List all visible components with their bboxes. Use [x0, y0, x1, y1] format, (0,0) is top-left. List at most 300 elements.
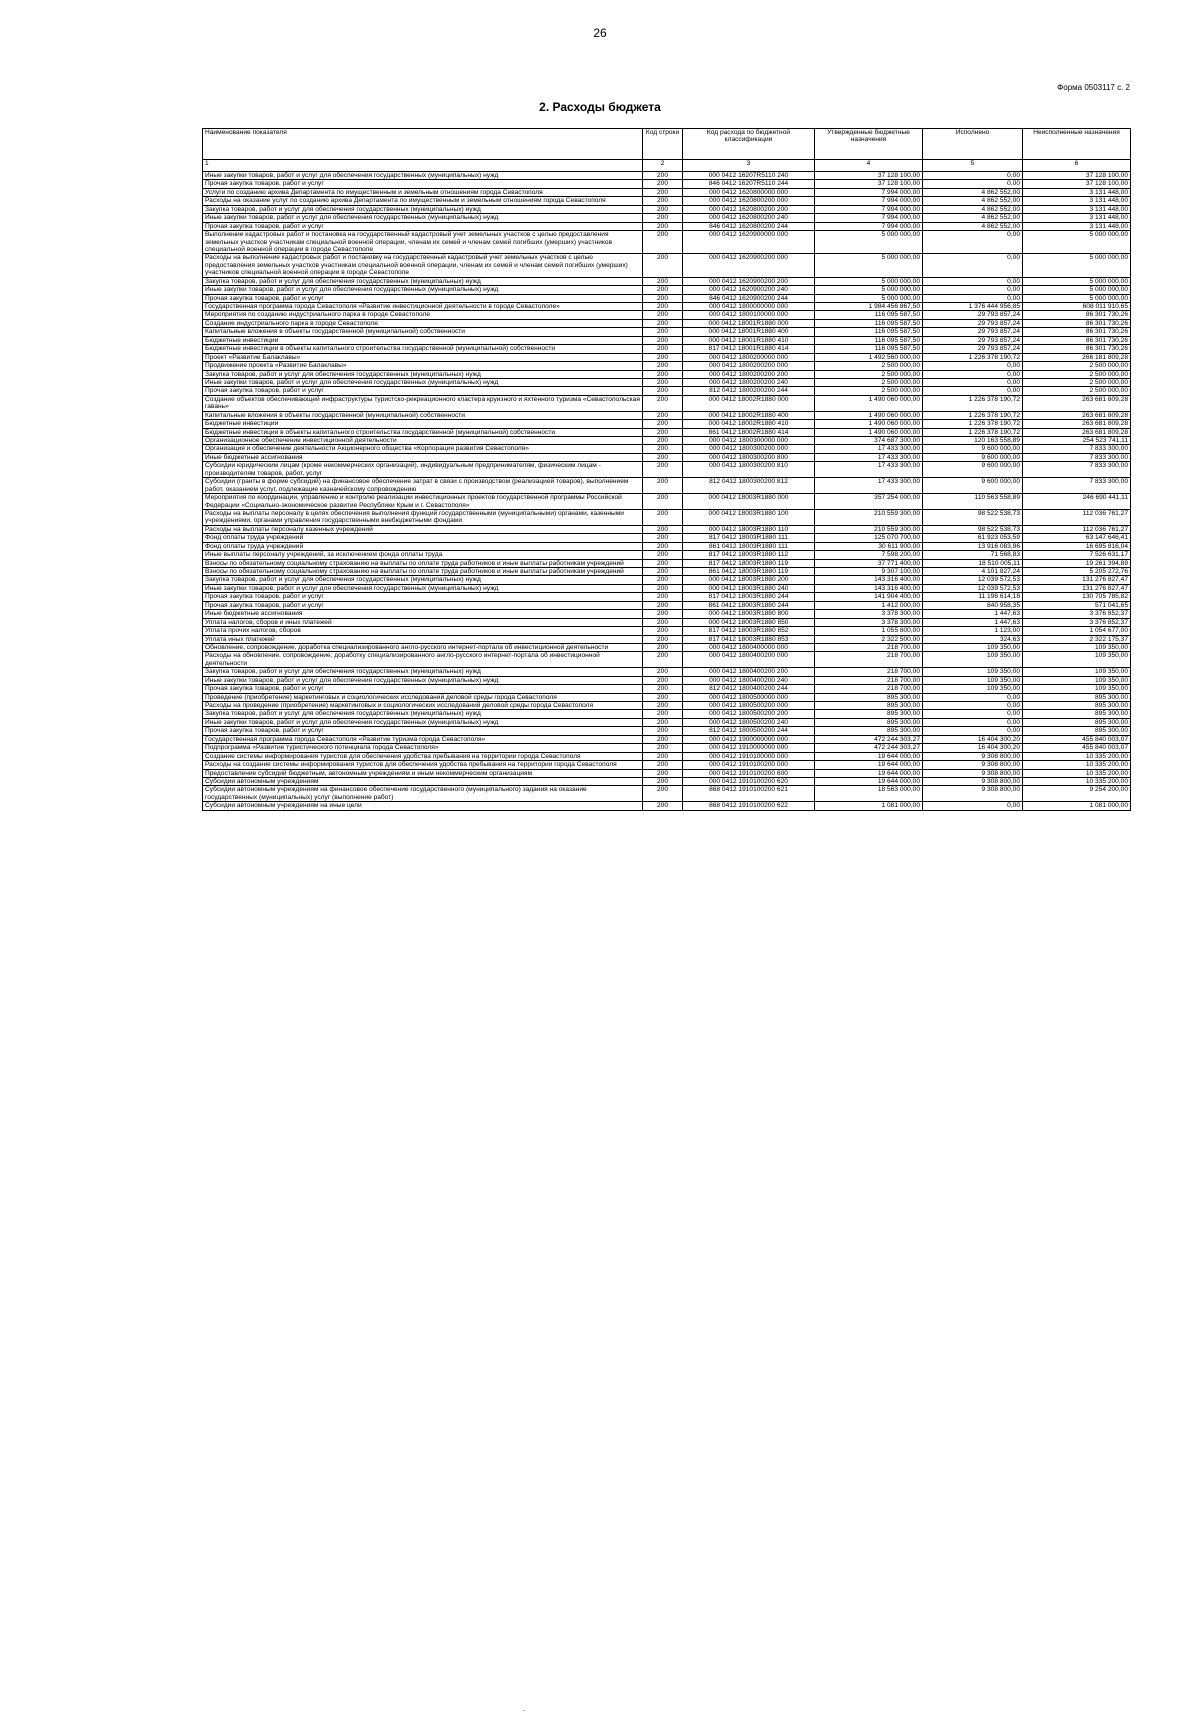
row-executed: 109 350,00: [923, 652, 1023, 668]
row-unexecuted: 19 261 394,89: [1023, 559, 1131, 567]
row-name: Уплата прочих налогов, сборов: [203, 627, 643, 635]
table-row: [203, 584, 1131, 592]
row-classification-code: 000 0412 1800300200 000: [683, 445, 815, 453]
row-approved: 7 994 000,00: [815, 205, 923, 213]
table-row: [203, 336, 1131, 344]
column-number: 6: [1023, 160, 1131, 172]
row-approved: 895 300,00: [815, 702, 923, 710]
row-name: Закупка товаров, работ и услуг для обеспечения государственных (муниципальных) нужд: [203, 277, 643, 285]
table-row: [203, 627, 1131, 635]
row-line-code: 200: [643, 420, 683, 428]
row-approved: 895 300,00: [815, 727, 923, 735]
row-executed: 9 308 800,00: [923, 786, 1023, 802]
row-unexecuted: 455 840 003,07: [1023, 735, 1131, 743]
row-executed: 1 376 444 956,85: [923, 303, 1023, 311]
table-row: [203, 222, 1131, 230]
row-line-code: 200: [643, 610, 683, 618]
row-classification-code: 861 0412 18003R1880 119: [683, 568, 815, 576]
row-executed: 4 862 552,00: [923, 197, 1023, 205]
row-classification-code: 000 0412 1620800200 240: [683, 214, 815, 222]
row-executed: 29 793 857,24: [923, 336, 1023, 344]
row-executed: 29 793 857,24: [923, 319, 1023, 327]
row-executed: 0,00: [923, 802, 1023, 810]
row-classification-code: 000 0412 1800200000 000: [683, 353, 815, 361]
row-unexecuted: 5 000 000,00: [1023, 286, 1131, 294]
row-classification-code: 000 0412 1800500200 000: [683, 702, 815, 710]
row-line-code: 200: [643, 428, 683, 436]
header-name: Наименование показателя: [203, 129, 643, 160]
row-name: Мероприятия по созданию индустриального парка в городе Севастополе: [203, 311, 643, 319]
row-executed: 324,63: [923, 635, 1023, 643]
row-name: Уплата налогов, сборов и иных платежей: [203, 618, 643, 626]
row-name: Субсидии автономным учреждениям: [203, 777, 643, 785]
table-row: [203, 735, 1131, 743]
row-executed: 12 039 572,53: [923, 576, 1023, 584]
row-classification-code: 000 0412 1620900000 000: [683, 231, 815, 254]
row-unexecuted: 608 011 910,65: [1023, 303, 1131, 311]
table-row: [203, 197, 1131, 205]
row-classification-code: 000 0412 18002R1880 400: [683, 411, 815, 419]
row-executed: 4 862 552,00: [923, 205, 1023, 213]
row-classification-code: 817 0412 18003R1880 853: [683, 635, 815, 643]
row-executed: 4 862 552,00: [923, 188, 1023, 196]
row-executed: 0,00: [923, 294, 1023, 302]
header-unexecuted: Неисполненные назначения: [1023, 129, 1131, 160]
row-line-code: 200: [643, 395, 683, 411]
row-unexecuted: 10 335 200,00: [1023, 752, 1131, 760]
row-executed: 16 404 300,20: [923, 735, 1023, 743]
row-executed: 16 404 300,20: [923, 744, 1023, 752]
row-unexecuted: 16 695 816,04: [1023, 542, 1131, 550]
row-unexecuted: 571 041,65: [1023, 601, 1131, 609]
table-row: [203, 618, 1131, 626]
row-executed: 1 226 378 190,72: [923, 411, 1023, 419]
row-line-code: 200: [643, 593, 683, 601]
row-unexecuted: 10 335 200,00: [1023, 761, 1131, 769]
row-approved: 17 433 300,00: [815, 445, 923, 453]
table-row: [203, 353, 1131, 361]
row-unexecuted: 86 301 730,26: [1023, 328, 1131, 336]
row-approved: 17 433 300,00: [815, 462, 923, 478]
row-unexecuted: 3 131 448,00: [1023, 222, 1131, 230]
table-row: [203, 635, 1131, 643]
row-approved: 895 300,00: [815, 718, 923, 726]
row-name: Иные закупки товаров, работ и услуг для обеспечения государственных (муниципальных) нужд: [203, 286, 643, 294]
row-unexecuted: 10 335 200,00: [1023, 777, 1131, 785]
row-line-code: 200: [643, 744, 683, 752]
row-name: Прочая закупка товаров, работ и услуг: [203, 294, 643, 302]
table-row: [203, 559, 1131, 567]
row-executed: 11 198 614,18: [923, 593, 1023, 601]
form-code: Форма 0503117 с. 2: [1057, 83, 1130, 92]
row-unexecuted: 3 376 852,37: [1023, 610, 1131, 618]
row-unexecuted: 263 681 809,28: [1023, 395, 1131, 411]
row-line-code: 200: [643, 559, 683, 567]
table-row: [203, 752, 1131, 760]
row-line-code: 200: [643, 525, 683, 533]
row-line-code: 200: [643, 462, 683, 478]
row-approved: 19 644 000,00: [815, 761, 923, 769]
row-executed: 1 447,63: [923, 618, 1023, 626]
row-executed: 0,00: [923, 710, 1023, 718]
row-unexecuted: 254 523 741,11: [1023, 437, 1131, 445]
table-row: [203, 786, 1131, 802]
row-approved: 1 055 800,00: [815, 627, 923, 635]
row-classification-code: 817 0412 18003R1880 111: [683, 534, 815, 542]
table-row: [203, 744, 1131, 752]
column-number: 2: [643, 160, 683, 172]
row-unexecuted: 109 350,00: [1023, 652, 1131, 668]
row-classification-code: 000 0412 18001R1880 000: [683, 319, 815, 327]
row-classification-code: 000 0412 18002R1880 000: [683, 395, 815, 411]
row-line-code: 200: [643, 478, 683, 494]
table-row: [203, 328, 1131, 336]
row-name: Закупка товаров, работ и услуг для обеспечения государственных (муниципальных) нужд: [203, 205, 643, 213]
row-classification-code: 817 0412 18003R1880 244: [683, 593, 815, 601]
page-number: 26: [593, 26, 607, 40]
row-classification-code: 000 0412 1800500200 240: [683, 718, 815, 726]
row-executed: 1 123,00: [923, 627, 1023, 635]
row-name: Иные выплаты персоналу учреждений, за исключением фонда оплаты труда: [203, 551, 643, 559]
row-approved: 143 316 400,00: [815, 584, 923, 592]
table-row: [203, 428, 1131, 436]
row-classification-code: 000 0412 16207R5110 240: [683, 172, 815, 180]
row-approved: 7 994 000,00: [815, 222, 923, 230]
row-unexecuted: 3 376 852,37: [1023, 618, 1131, 626]
row-classification-code: 000 0412 1910000000 000: [683, 744, 815, 752]
row-classification-code: 000 0412 18003R1880 240: [683, 584, 815, 592]
row-line-code: 200: [643, 294, 683, 302]
row-executed: 29 793 857,24: [923, 345, 1023, 353]
row-classification-code: 000 0412 1620800200 000: [683, 197, 815, 205]
row-unexecuted: 7 833 300,00: [1023, 462, 1131, 478]
row-executed: 9 308 800,00: [923, 752, 1023, 760]
row-executed: 0,00: [923, 231, 1023, 254]
row-approved: 472 244 303,27: [815, 735, 923, 743]
row-unexecuted: 5 205 272,76: [1023, 568, 1131, 576]
row-name: Прочая закупка товаров, работ и услуг: [203, 601, 643, 609]
row-name: Уплата иных платежей: [203, 635, 643, 643]
row-line-code: 200: [643, 652, 683, 668]
row-classification-code: 000 0412 18002R1880 410: [683, 420, 815, 428]
row-unexecuted: 895 300,00: [1023, 693, 1131, 701]
row-approved: 9 307 100,00: [815, 568, 923, 576]
row-unexecuted: 2 500 000,00: [1023, 362, 1131, 370]
row-name: Иные закупки товаров, работ и услуг для обеспечения государственных (муниципальных) нужд: [203, 172, 643, 180]
table-row: [203, 525, 1131, 533]
row-line-code: 200: [643, 411, 683, 419]
row-approved: 2 500 000,00: [815, 387, 923, 395]
row-line-code: 200: [643, 214, 683, 222]
row-executed: 1 226 378 190,72: [923, 395, 1023, 411]
row-name: Обновление, сопровождение, доработка специализированного англо-русского интернет-портала об инвестиционной деятельности: [203, 643, 643, 651]
row-approved: 143 316 400,00: [815, 576, 923, 584]
table-row: [203, 172, 1131, 180]
row-classification-code: 846 0412 1620900200 244: [683, 294, 815, 302]
table-row: [203, 718, 1131, 726]
row-unexecuted: 5 000 000,00: [1023, 277, 1131, 285]
row-line-code: 200: [643, 328, 683, 336]
row-line-code: 200: [643, 710, 683, 718]
row-classification-code: 868 0412 1910100200 622: [683, 802, 815, 810]
row-approved: 116 095 587,50: [815, 319, 923, 327]
row-unexecuted: 37 128 100,00: [1023, 172, 1131, 180]
table-row: [203, 462, 1131, 478]
row-classification-code: 812 0412 1800300200 812: [683, 478, 815, 494]
row-approved: 1 490 060 000,00: [815, 411, 923, 419]
table-row: [203, 542, 1131, 550]
table-row: [203, 777, 1131, 785]
scan-mark: .: [523, 1704, 526, 1713]
row-unexecuted: 86 301 730,26: [1023, 336, 1131, 344]
row-classification-code: 000 0412 18003R1880 850: [683, 618, 815, 626]
row-executed: 0,00: [923, 718, 1023, 726]
table-row: [203, 710, 1131, 718]
row-name: Взносы по обязательному социальному страхованию на выплаты по оплате труда работников и иные выплаты работникам учреждений: [203, 568, 643, 576]
row-line-code: 200: [643, 727, 683, 735]
row-name: Расходы на создание системы информирования туристов для обеспечения удобства пребывания на территории города Севастополя: [203, 761, 643, 769]
row-classification-code: 846 0412 16207R5110 244: [683, 180, 815, 188]
row-approved: 2 500 000,00: [815, 362, 923, 370]
row-approved: 37 771 400,00: [815, 559, 923, 567]
row-unexecuted: 895 300,00: [1023, 702, 1131, 710]
row-line-code: 200: [643, 618, 683, 626]
row-classification-code: 000 0412 1800200200 000: [683, 362, 815, 370]
table-row: [203, 593, 1131, 601]
row-approved: 5 000 000,00: [815, 286, 923, 294]
table-row: [203, 568, 1131, 576]
row-unexecuted: 109 350,00: [1023, 643, 1131, 651]
row-executed: 120 163 558,89: [923, 437, 1023, 445]
row-name: Мероприятия по координации, управлению и контролю реализации инвестиционных проектов государственной программы Российской Федерации «Социально-экономическое развитие Республики Крым и г. Севастополя»: [203, 494, 643, 510]
table-row: [203, 205, 1131, 213]
row-line-code: 200: [643, 231, 683, 254]
row-line-code: 200: [643, 568, 683, 576]
row-classification-code: 000 0412 1800500200 200: [683, 710, 815, 718]
row-executed: 18 510 005,11: [923, 559, 1023, 567]
row-classification-code: 000 0412 1620900200 000: [683, 254, 815, 277]
row-classification-code: 817 0412 18003R1880 112: [683, 551, 815, 559]
table-row: [203, 387, 1131, 395]
row-approved: 210 559 300,00: [815, 509, 923, 525]
row-executed: 0,00: [923, 693, 1023, 701]
row-classification-code: 000 0412 1800100000 000: [683, 311, 815, 319]
row-approved: 1 490 060 000,00: [815, 420, 923, 428]
row-classification-code: 000 0412 18001R1880 410: [683, 336, 815, 344]
row-unexecuted: 3 131 448,00: [1023, 205, 1131, 213]
row-executed: 4 862 552,00: [923, 214, 1023, 222]
row-unexecuted: 266 181 809,28: [1023, 353, 1131, 361]
row-approved: 895 300,00: [815, 693, 923, 701]
row-classification-code: 868 0412 1910100200 621: [683, 786, 815, 802]
row-name: Расходы на выплаты персоналу в целях обеспечения выполнения функций государственными (муниципальными) органами, казенными учреждениями, органами управления государственными внебюджетными фондами: [203, 509, 643, 525]
row-name: Расходы на выполнение кадастровых работ и постановку на государственный кадастровый учет земельных участков с целью предоставления земельных участков участникам специальной военной операции, членам их семей и членам семей погибших (умерших) участников специальной военной операции в городе Севастополе: [203, 254, 643, 277]
table-row: [203, 378, 1131, 386]
row-unexecuted: 3 131 448,00: [1023, 188, 1131, 196]
row-approved: 1 490 060 000,00: [815, 428, 923, 436]
row-name: Иные бюджетные ассигнования: [203, 610, 643, 618]
row-unexecuted: 7 833 300,00: [1023, 445, 1131, 453]
row-unexecuted: 2 500 000,00: [1023, 378, 1131, 386]
table-row: [203, 494, 1131, 510]
table-row: [203, 576, 1131, 584]
row-line-code: 200: [643, 627, 683, 635]
row-executed: 0,00: [923, 172, 1023, 180]
row-line-code: 200: [643, 303, 683, 311]
table-row: [203, 411, 1131, 419]
table-row: [203, 727, 1131, 735]
table-row: [203, 643, 1131, 651]
row-unexecuted: 5 000 000,00: [1023, 231, 1131, 254]
table-row: [203, 180, 1131, 188]
row-classification-code: 846 0412 1620800200 244: [683, 222, 815, 230]
row-unexecuted: 131 276 827,47: [1023, 576, 1131, 584]
row-line-code: 200: [643, 702, 683, 710]
row-name: Расходы на выплаты персоналу казенных учреждений: [203, 525, 643, 533]
table-row: [203, 534, 1131, 542]
row-line-code: 200: [643, 254, 683, 277]
header-executed: Исполнено: [923, 129, 1023, 160]
row-line-code: 200: [643, 362, 683, 370]
row-approved: 895 300,00: [815, 710, 923, 718]
table-row: [203, 702, 1131, 710]
row-name: Прочая закупка товаров, работ и услуг: [203, 222, 643, 230]
row-unexecuted: 2 500 000,00: [1023, 370, 1131, 378]
row-name: Государственная программа города Севастополя «Развитие туризма города Севастополя»: [203, 735, 643, 743]
row-executed: 1 447,63: [923, 610, 1023, 618]
row-name: Услуги по созданию архива Департамента по имущественным и земельным отношениям города Севастополя: [203, 188, 643, 196]
row-line-code: 200: [643, 777, 683, 785]
header-line-code: Код строки: [643, 129, 683, 160]
row-classification-code: 000 0412 1800200200 240: [683, 378, 815, 386]
row-executed: 4 101 827,24: [923, 568, 1023, 576]
row-approved: 116 095 587,50: [815, 345, 923, 353]
row-line-code: 200: [643, 222, 683, 230]
row-classification-code: 000 0412 1620800200 200: [683, 205, 815, 213]
table-row: [203, 509, 1131, 525]
table-row: [203, 254, 1131, 277]
row-executed: 9 600 000,00: [923, 445, 1023, 453]
column-number: 3: [683, 160, 815, 172]
row-approved: 5 000 000,00: [815, 294, 923, 302]
row-executed: 0,00: [923, 277, 1023, 285]
row-approved: 2 500 000,00: [815, 378, 923, 386]
row-name: Прочая закупка товаров, работ и услуг: [203, 685, 643, 693]
row-unexecuted: 86 301 730,26: [1023, 319, 1131, 327]
row-name: Создание объектов обеспечивающей инфраструктуры туристско-рекреационного кластера круизного и яхтенного туризма «Севастопольская гавань»: [203, 395, 643, 411]
row-classification-code: 000 0412 1800200200 200: [683, 370, 815, 378]
table-row: [203, 437, 1131, 445]
row-approved: 218 700,00: [815, 676, 923, 684]
row-line-code: 200: [643, 786, 683, 802]
row-classification-code: 000 0412 18003R1880 000: [683, 494, 815, 510]
document-title: 2. Расходы бюджета: [539, 100, 661, 114]
table-row: [203, 769, 1131, 777]
row-line-code: 200: [643, 277, 683, 285]
row-approved: 141 904 400,00: [815, 593, 923, 601]
row-unexecuted: 86 301 730,26: [1023, 345, 1131, 353]
row-executed: 98 522 538,73: [923, 509, 1023, 525]
row-unexecuted: 109 350,00: [1023, 668, 1131, 676]
table-row: [203, 214, 1131, 222]
row-executed: 98 522 538,73: [923, 525, 1023, 533]
table-row: [203, 362, 1131, 370]
row-name: Капитальные вложения в объекты государственной (муниципальной) собственности: [203, 328, 643, 336]
row-line-code: 200: [643, 668, 683, 676]
header-approved: Утвержденные бюджетные назначения: [815, 129, 923, 160]
budget-expenses-table: [202, 128, 1131, 811]
row-executed: 12 039 572,53: [923, 584, 1023, 592]
row-approved: 3 378 300,00: [815, 618, 923, 626]
table-row: [203, 668, 1131, 676]
row-line-code: 200: [643, 769, 683, 777]
row-unexecuted: 37 128 100,00: [1023, 180, 1131, 188]
row-name: Прочая закупка товаров, работ и услуг: [203, 593, 643, 601]
row-classification-code: 812 0412 1800500200 244: [683, 727, 815, 735]
row-approved: 2 500 000,00: [815, 370, 923, 378]
row-line-code: 200: [643, 180, 683, 188]
row-executed: 71 568,83: [923, 551, 1023, 559]
column-number: 1: [203, 160, 643, 172]
row-line-code: 200: [643, 311, 683, 319]
row-executed: 0,00: [923, 180, 1023, 188]
header-classification-code: Код расхода по бюджетной классификации: [683, 129, 815, 160]
row-classification-code: 861 0412 18003R1880 244: [683, 601, 815, 609]
row-executed: 29 793 857,24: [923, 328, 1023, 336]
row-line-code: 200: [643, 336, 683, 344]
row-approved: 116 095 587,50: [815, 311, 923, 319]
row-classification-code: 812 0412 1800400200 244: [683, 685, 815, 693]
row-executed: 4 862 552,00: [923, 222, 1023, 230]
row-executed: 0,00: [923, 727, 1023, 735]
row-line-code: 200: [643, 188, 683, 196]
row-name: Создание системы информирования туристов для обеспечения удобства пребывания на территории города Севастополя: [203, 752, 643, 760]
row-classification-code: 000 0412 1910100200 600: [683, 769, 815, 777]
row-unexecuted: 5 000 000,00: [1023, 254, 1131, 277]
row-line-code: 200: [643, 584, 683, 592]
row-line-code: 200: [643, 534, 683, 542]
row-name: Прочая закупка товаров, работ и услуг: [203, 387, 643, 395]
row-unexecuted: 10 335 200,00: [1023, 769, 1131, 777]
row-unexecuted: 112 036 761,27: [1023, 509, 1131, 525]
row-executed: 9 308 800,00: [923, 777, 1023, 785]
row-executed: 9 308 800,00: [923, 769, 1023, 777]
row-name: Закупка товаров, работ и услуг для обеспечения государственных (муниципальных) нужд: [203, 370, 643, 378]
row-line-code: 200: [643, 601, 683, 609]
table-row: [203, 610, 1131, 618]
table-row: [203, 652, 1131, 668]
row-executed: 0,00: [923, 378, 1023, 386]
row-name: Закупка товаров, работ и услуг для обеспечения государственных (муниципальных) нужд: [203, 668, 643, 676]
table-row: [203, 395, 1131, 411]
row-approved: 472 244 303,27: [815, 744, 923, 752]
row-approved: 19 644 000,00: [815, 777, 923, 785]
row-approved: 116 095 587,50: [815, 328, 923, 336]
row-name: Расходы на проведение (приобретение) маркетинговых и социологических исследований деловой среды города Севастополя: [203, 702, 643, 710]
row-line-code: 200: [643, 445, 683, 453]
row-line-code: 200: [643, 370, 683, 378]
row-unexecuted: 131 276 827,47: [1023, 584, 1131, 592]
row-executed: 1 226 378 190,72: [923, 353, 1023, 361]
row-line-code: 200: [643, 693, 683, 701]
row-unexecuted: 7 833 300,00: [1023, 453, 1131, 461]
table-row: [203, 676, 1131, 684]
table-row: [203, 231, 1131, 254]
row-name: Расходы на обновление, сопровождение, доработку специализированного англо-русского интернет-портала об инвестиционной деятельности: [203, 652, 643, 668]
row-line-code: 200: [643, 437, 683, 445]
row-line-code: 200: [643, 286, 683, 294]
row-line-code: 200: [643, 676, 683, 684]
